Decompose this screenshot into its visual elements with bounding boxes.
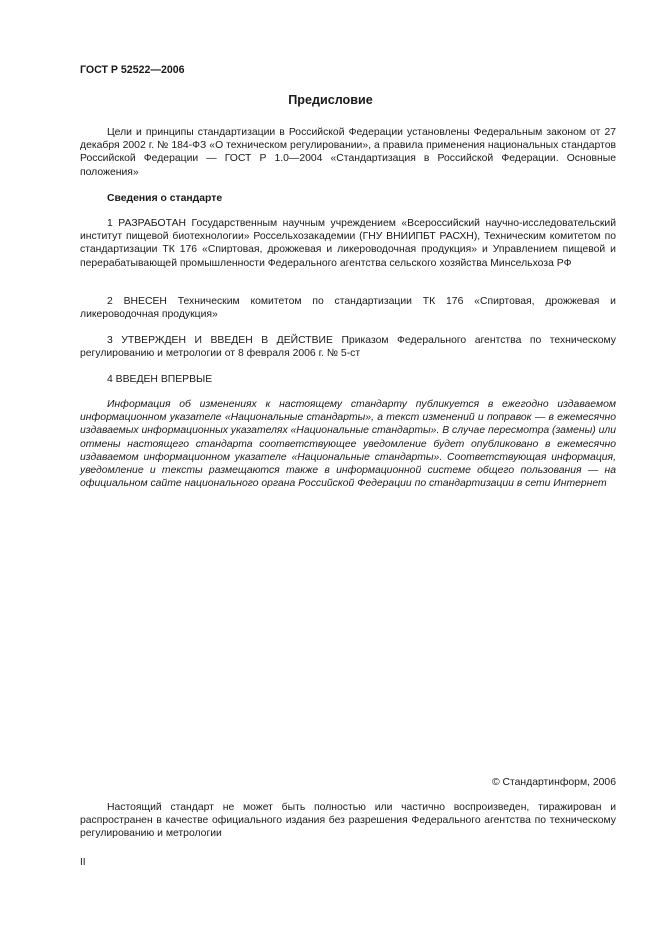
item-submitted: 2 ВНЕСЕН Техническим комитетом по стандартизации ТК 176 «Спиртовая, дрожжевая и ликероводочная продукция»	[80, 296, 616, 321]
item-first-introduced: 4 ВВЕДЕН ВПЕРВЫЕ	[107, 374, 213, 385]
item-approved: 3 УТВЕРЖДЕН И ВВЕДЕН В ДЕЙСТВИЕ Приказом Федерального агентства по техническому регулированию и метрологии от 8 февраля 2006 г. № 5-ст	[80, 335, 616, 360]
notice-paragraph: Информация об изменениях к настоящему стандарту публикуется в ежегодно издаваемом информационном указателе «Национальные стандарты», а текст изменений и поправок — в ежемесячно издаваемых информационных указателях «Национальные стандарты». В случае пересмотра (замены) или отмены настоящего стандарта соответствующее уведомление будет опубликовано в ежемесячно издаваемом информационном указателе «Национальные стандарты». Соответствующая информация, уведомление и тексты размещаются также в информационной системе общего пользования — на официальном сайте национального органа Российской Федерации по стандартизации в сети Интернет	[80, 399, 616, 490]
page-title: Предисловие	[288, 93, 373, 107]
document-header: ГОСТ Р 52522—2006	[80, 64, 185, 76]
reproduction-paragraph: Настоящий стандарт не может быть полностью или частично воспроизведен, тиражирован и распространен в качестве официального издания без разрешения Федерального агентства по техническому регулированию и метрологии	[80, 802, 616, 840]
page-number: II	[80, 857, 86, 868]
info-heading: Сведения о стандарте	[107, 193, 223, 204]
item-developed: 1 РАЗРАБОТАН Государственным научным учреждением «Всероссийский научно-исследовательский институт пищевой биотехнологии» Россельхозакадемии (ГНУ ВНИИПБТ РАСХН), Техническим комитетом по стандартизации ТК 176 «Спиртовая, дрожжевая и ликероводочная продукция» и Управлением пищевой и перерабатывающей промышленности Федерального агентства сельского хозяйства Минсельхоза РФ	[80, 218, 616, 269]
copyright: © Стандартинформ, 2006	[491, 777, 616, 788]
intro-paragraph: Цели и принципы стандартизации в Российской Федерации установлены Федеральным законом от 27 декабря 2002 г. № 184-ФЗ «О техническом регулировании», а правила применения национальных стандартов Российской Федерации — ГОСТ Р 1.0—2004 «Стандартизация в Российской Федерации. Основные положения»	[80, 127, 616, 178]
